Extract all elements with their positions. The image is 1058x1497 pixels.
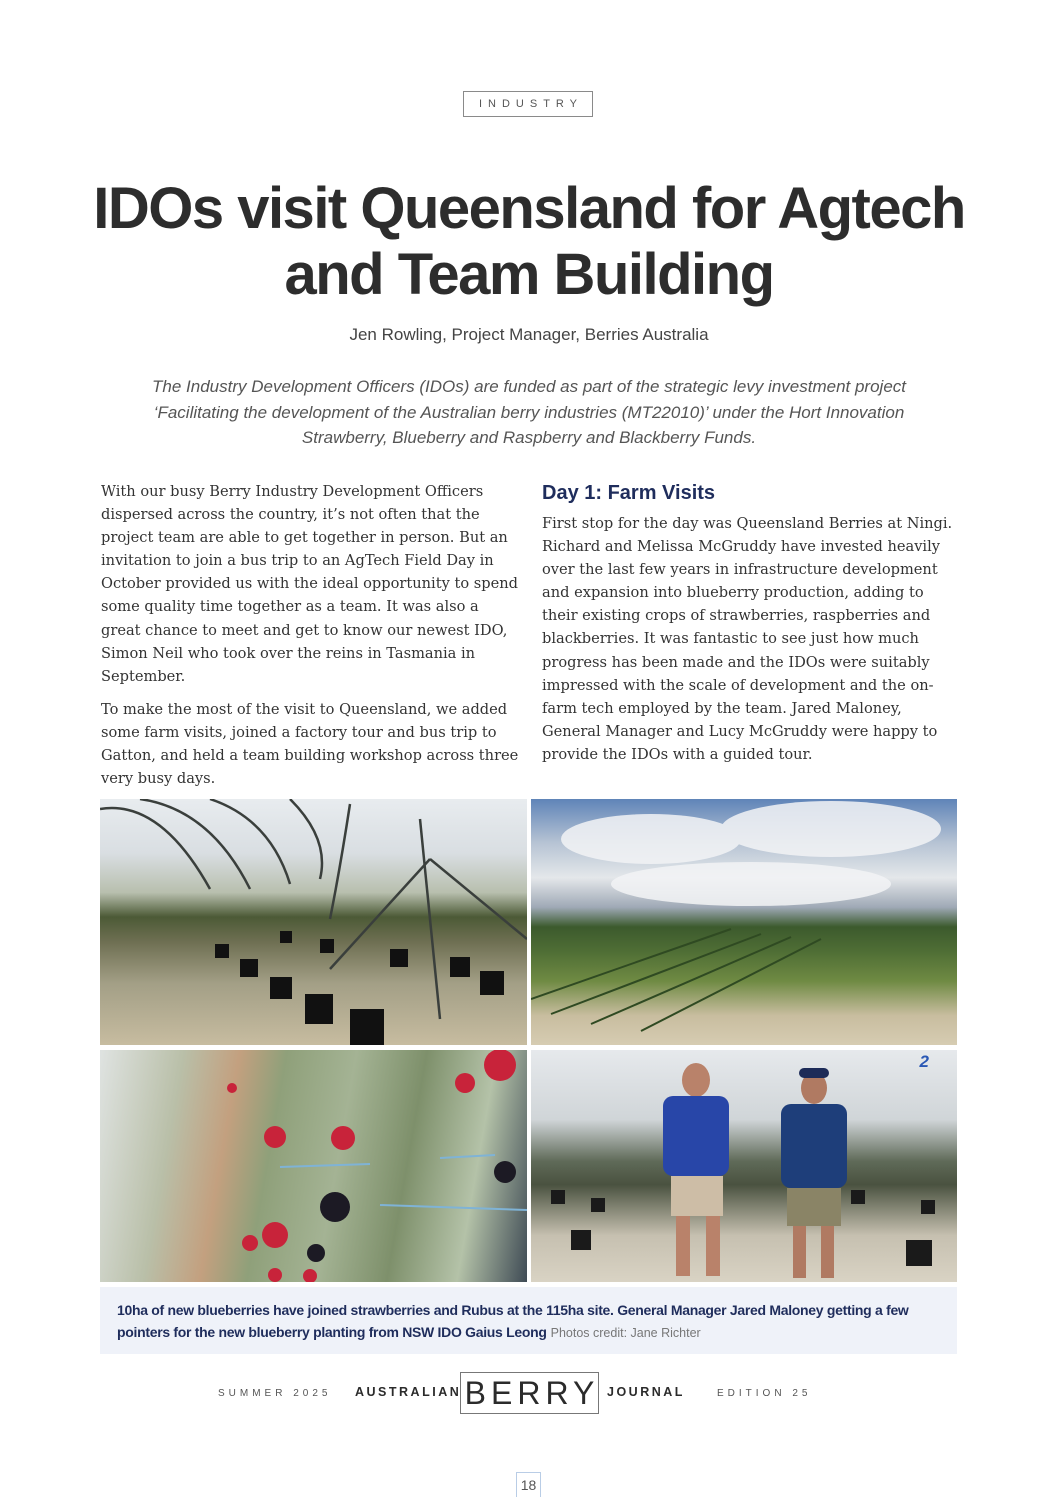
left-column <box>101 480 519 800</box>
field-illustration <box>531 799 957 1045</box>
photo-two-men-talking <box>531 1050 957 1282</box>
footer-logo-main: BERRY <box>460 1372 599 1414</box>
photo-blackberries <box>100 1050 527 1282</box>
caption-text: 10ha of new blueberries have joined strawberries and Rubus at the 115ha site. General Manager Jared Maloney getting a few pointers for the new blueberry planting from NSW IDO Gaius Leong <box>117 1302 909 1340</box>
people-illustration <box>531 1050 957 1282</box>
article-title: IDOs visit Queensland for Agtech and Team Building <box>93 176 965 307</box>
section-tag: INDUSTRY <box>463 91 593 117</box>
photo-credit: Photos credit: Jane Richter <box>550 1326 701 1340</box>
section-heading: Day 1: Farm Visits <box>542 482 716 504</box>
page-footer <box>0 1372 1058 1416</box>
photo-polytunnel-pots <box>100 799 527 1045</box>
paragraph: With our busy Berry Industry Development Officers dispersed across the country, it’s not often that the project team are able to get together in person. But an invitation to join a bus trip to an AgTech Field Day in October provided us with the ideal opportunity to spend some quality time together as a team. It was also a great chance to meet and get to know our newest IDO, Simon Neil who took over the reins in Tasmania in September. <box>101 483 518 685</box>
right-column <box>542 480 960 776</box>
photo-caption <box>100 1287 957 1354</box>
polytunnel-illustration <box>100 799 527 1045</box>
footer-logo-right: JOURNAL <box>607 1385 685 1399</box>
photo-number-label: 2 <box>919 1052 929 1071</box>
page-number: 18 <box>516 1472 541 1497</box>
footer-edition: EDITION 25 <box>717 1388 812 1399</box>
footer-season: SUMMER 2025 <box>218 1388 332 1399</box>
blackberries-illustration <box>100 1050 527 1282</box>
paragraph: First stop for the day was Queensland Berries at Ningi. Richard and Melissa McGruddy have invested heavily over the last few years in infrastructure development and expansion into blueberry production, adding to their existing crops of strawberries, raspberries and blackberries. It was fantastic to see just how much progress has been made and the IDOs were suitably impressed with the scale of development and the on-farm tech employed by the team. Jared Maloney, General Manager and Lucy McGruddy were happy to provide the IDOs with a guided tour. <box>542 515 953 763</box>
footer-logo-left: AUSTRALIAN <box>355 1385 462 1399</box>
photo-field-sky <box>531 799 957 1045</box>
article-byline: Jen Rowling, Project Manager, Berries Australia <box>349 325 709 344</box>
article-intro: The Industry Development Officers (IDOs) are funded as part of the strategic levy investment project ‘Facilitating the development of the Australian berry industries (MT22010)’ under the Hort Innovation Strawberry, Blueberry and Raspberry and Blackberry Funds. <box>152 377 906 447</box>
paragraph: To make the most of the visit to Queensland, we added some farm visits, joined a factory tour and bus trip to Gatton, and held a team building workshop across three very busy days. <box>101 700 519 788</box>
